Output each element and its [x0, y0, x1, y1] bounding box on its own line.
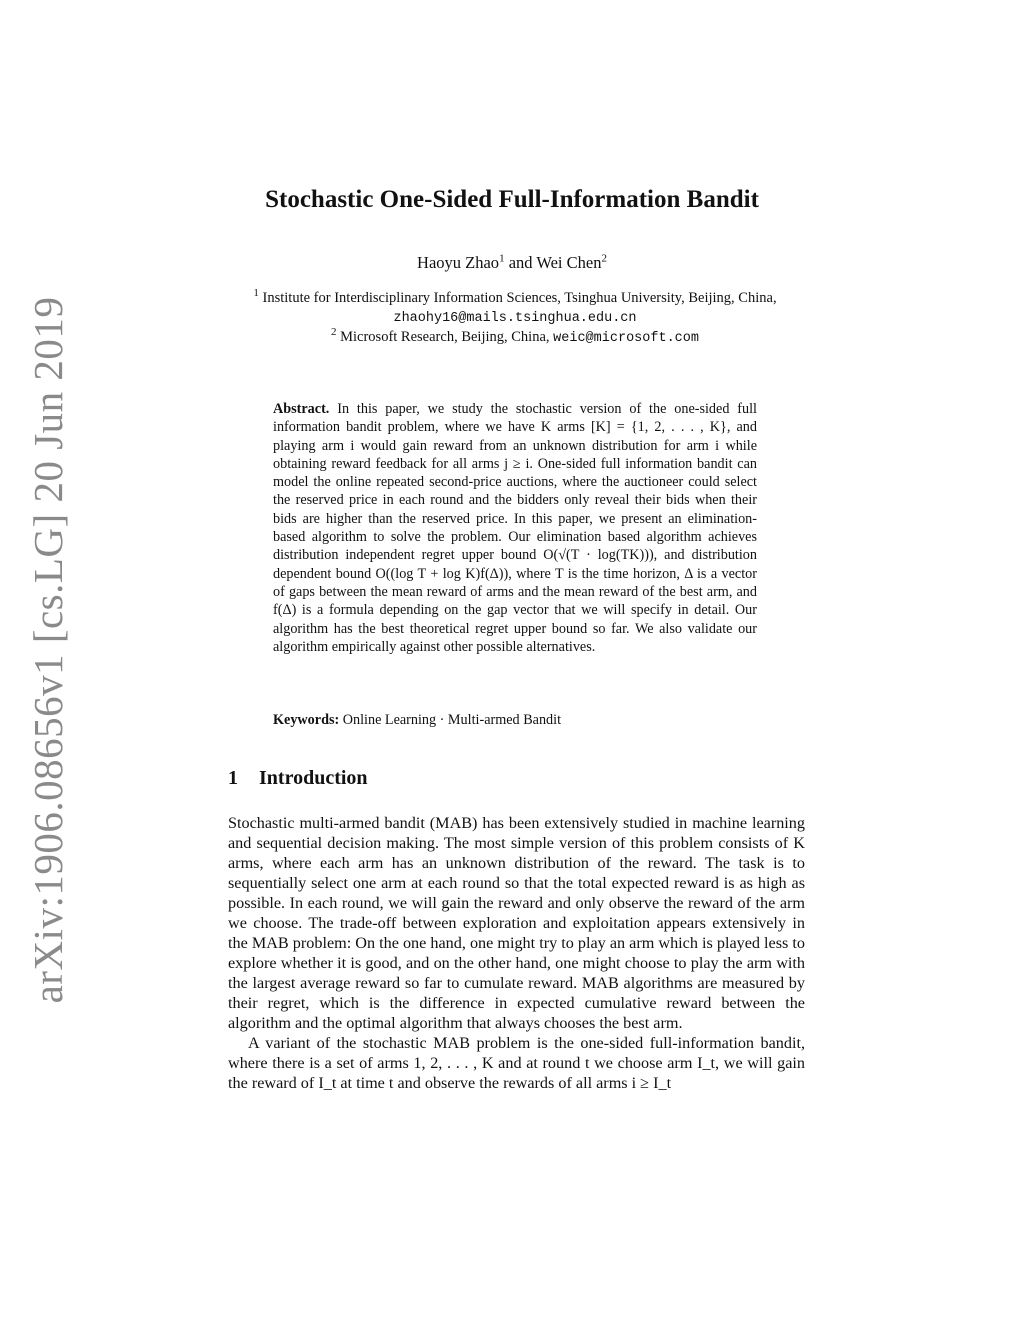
section-body	[228, 813, 805, 1093]
section-number: 1	[228, 767, 238, 789]
author-conjunction: and	[508, 253, 533, 272]
paragraph: A variant of the stochastic MAB problem is the one-sided full-information bandit, where there is a set of arms 1, 2, . . . , K and at round t we choose arm I_t, we will gain the reward of I_t at time t and observe the rewards of all arms i ≥ I_t	[228, 1034, 805, 1092]
email-link[interactable]: zhaohy16@mails.tsinghua.edu.cn	[393, 311, 637, 326]
keywords	[273, 712, 757, 729]
paragraph: Stochastic multi-armed bandit (MAB) has been extensively studied in machine learning and sequential decision making. The most simple version of this problem consists of K arms, where each arm has an unknown distribution of the reward. The task is to sequentially select one arm at each round so that the total expected reward is as high as possible. In each round, we will gain the reward and only observe the reward of the arm we choose. The trade-off between exploration and exploitation appears extensively in the MAB problem: On the one hand, one might try to play an arm which is played less to explore whether it is good, and on the other hand, one might choose to play the arm with the largest average reward so far to cumulate reward. MAB algorithms are measured by their regret, which is the difference in expected cumulative reward between the algorithm and the optimal algorithm that always chooses the best arm.	[228, 814, 805, 1032]
author-line	[0, 253, 1024, 273]
author-name: Haoyu Zhao	[417, 253, 500, 272]
keywords-text: Online Learning · Multi-armed Bandit	[342, 712, 562, 728]
affiliation-2	[230, 328, 800, 348]
email-link[interactable]: weic@microsoft.com	[553, 331, 699, 346]
author-name: Wei Chen	[536, 253, 602, 272]
affiliation-marker: 1	[253, 287, 259, 300]
keywords-label: Keywords:	[273, 712, 340, 728]
paper-title: Stochastic One-Sided Full-Information Bandit	[265, 186, 759, 213]
affiliation-marker: 2	[331, 326, 337, 339]
affiliation-1	[230, 289, 800, 328]
affiliation-marker: 2	[601, 252, 607, 265]
affiliation-text: Institute for Interdisciplinary Information Sciences, Tsinghua University, Beijing, China,	[262, 290, 777, 306]
abstract-label: Abstract.	[273, 401, 330, 417]
affiliation-text: Microsoft Research, Beijing, China,	[340, 329, 550, 345]
arxiv-identifier-stamp: arXiv:1906.08656v1 [cs.LG] 20 Jun 2019	[25, 296, 71, 1004]
section-title: Introduction	[259, 767, 368, 789]
affiliation-marker: 1	[499, 252, 505, 265]
abstract-text: In this paper, we study the stochastic version of the one-sided full information bandit problem, where we have K arms [K] = {1, 2, . . . , K}, and playing arm i would gain reward from an unknown distribution for arm i while obtaining reward feedback for all arms j ≥ i. One-sided full information bandit can model the online repeated second-price auctions, where the auctioneer could select the reserved price in each round and the bidders only reveal their bids when their bids are higher than the reserved price. In this paper, we present an elimination-based algorithm to solve the problem. Our elimination based algorithm achieves distribution independent regret upper bound O(√(T · log(TK))), and distribution dependent bound O((log T + log K)f(Δ)), where T is the time horizon, Δ is a vector of gaps between the mean reward of arms and the mean reward of the best arm, and f(Δ) is a formula depending on the gap vector that we will specify in detail. Our algorithm has the best theoretical regret upper bound so far. We also validate our algorithm empirically against other possible alternatives.	[273, 401, 757, 655]
affiliations	[230, 289, 800, 348]
abstract	[273, 400, 757, 656]
section-heading	[228, 767, 368, 790]
